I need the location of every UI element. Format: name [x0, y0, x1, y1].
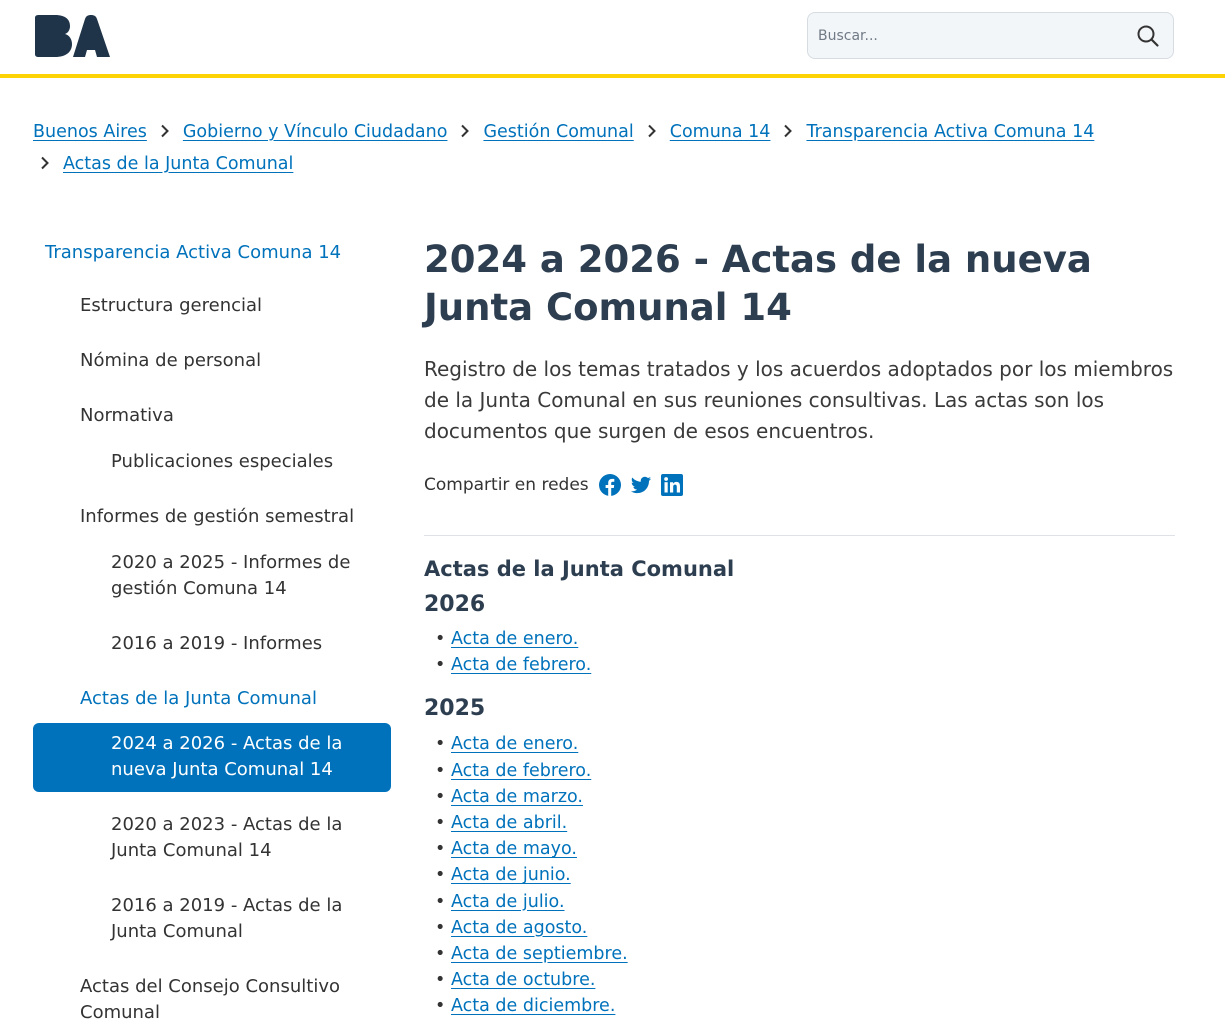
sidebar-item-informes-2020[interactable]: 2020 a 2025 - Informes de gestión Comuna 14 [111, 552, 351, 599]
list-item [451, 810, 1175, 836]
page-title: 2024 a 2026 - Actas de la nueva Junta Comunal 14 [424, 238, 1092, 329]
search-box [807, 12, 1174, 59]
sidebar-item-estructura[interactable]: Estructura gerencial [80, 295, 263, 316]
year-heading-2025: 2025 [424, 696, 486, 722]
actas-list-2025 [451, 731, 1175, 1019]
list-item [451, 915, 1175, 941]
acta-link[interactable]: Acta de mayo. [451, 839, 577, 860]
ba-logo[interactable] [33, 14, 111, 58]
section-title: Actas de la Junta Comunal [424, 557, 735, 581]
share-label: Compartir en redes [424, 475, 589, 495]
list-item [451, 993, 1175, 1019]
list-item [451, 862, 1175, 888]
sidebar-item-actas-2016[interactable]: 2016 a 2019 - Actas de la Junta Comunal [111, 895, 343, 942]
acta-link[interactable]: Acta de febrero. [451, 760, 592, 781]
sidebar-item-consejo[interactable]: Actas del Consejo Consultivo Comunal [80, 976, 340, 1023]
search-input[interactable] [818, 21, 1128, 51]
page-lead: Registro de los temas tratados y los acuerdos adoptados por los miembros de la Junta Comunal en sus reuniones consultivas. Las actas son los documentos que surgen de esos encuentros. [424, 357, 1174, 443]
acta-link[interactable]: Acta de marzo. [451, 786, 583, 807]
breadcrumb-gestion-comunal[interactable]: Gestión Comunal [483, 122, 634, 142]
list-item [451, 784, 1175, 810]
acta-link[interactable]: Acta de abril. [451, 813, 568, 834]
acta-link[interactable]: Acta de octubre. [451, 970, 596, 991]
search-icon[interactable] [1136, 24, 1160, 48]
list-item [451, 652, 1175, 678]
chevron-right-icon [147, 116, 183, 148]
list-item [451, 889, 1175, 915]
facebook-icon[interactable] [599, 474, 621, 496]
sidebar-item-nomina[interactable]: Nómina de personal [80, 350, 262, 371]
linkedin-icon[interactable] [661, 474, 683, 496]
actas-list-2026 [451, 626, 1175, 678]
year-heading-2026: 2026 [424, 592, 486, 617]
breadcrumb-actas[interactable]: Actas de la Junta Comunal [63, 154, 294, 174]
chevron-right-icon [33, 148, 63, 180]
acta-link[interactable]: Acta de enero. [451, 629, 579, 649]
list-item [451, 836, 1175, 862]
breadcrumb [33, 116, 1173, 180]
acta-link[interactable]: Acta de enero. [451, 734, 579, 755]
chevron-right-icon [770, 116, 806, 148]
list-item [451, 626, 1175, 652]
sidebar-nav [33, 240, 391, 1024]
list-item [451, 758, 1175, 784]
sidebar-item-informes[interactable]: Informes de gestión semestral [80, 506, 355, 527]
list-item [451, 731, 1175, 757]
acta-link[interactable]: Acta de septiembre. [451, 944, 628, 965]
breadcrumb-gobierno[interactable]: Gobierno y Vínculo Ciudadano [182, 122, 448, 142]
share-bar [424, 471, 1175, 499]
sidebar-item-publicaciones[interactable]: Publicaciones especiales [111, 451, 334, 472]
chevron-right-icon [447, 116, 483, 148]
sidebar-item-transparencia[interactable]: Transparencia Activa Comuna 14 [45, 242, 342, 263]
acta-link[interactable]: Acta de febrero. [451, 655, 592, 676]
list-item [451, 941, 1175, 967]
site-header [0, 0, 1225, 78]
breadcrumb-transparencia[interactable]: Transparencia Activa Comuna 14 [806, 122, 1095, 142]
sidebar-item-informes-2016[interactable]: 2016 a 2019 - Informes [111, 633, 323, 654]
acta-link[interactable]: Acta de junio. [451, 865, 571, 886]
sidebar-item-actas-junta[interactable]: Actas de la Junta Comunal [80, 688, 317, 709]
list-item [451, 967, 1175, 993]
divider [424, 535, 1175, 536]
breadcrumb-buenos-aires[interactable]: Buenos Aires [33, 122, 147, 142]
twitter-icon[interactable] [630, 474, 652, 496]
sidebar-item-normativa[interactable]: Normativa [80, 405, 174, 426]
acta-link[interactable]: Acta de julio. [451, 891, 565, 912]
sidebar-item-actas-2020[interactable]: 2020 a 2023 - Actas de la Junta Comunal 14 [111, 814, 343, 861]
main-content [424, 236, 1175, 1020]
acta-link[interactable]: Acta de diciembre. [451, 996, 616, 1017]
breadcrumb-comuna-14[interactable]: Comuna 14 [669, 122, 771, 142]
sidebar-item-actas-2024[interactable]: 2024 a 2026 - Actas de la nueva Junta Comunal 14 [33, 723, 391, 792]
chevron-right-icon [634, 116, 670, 148]
acta-link[interactable]: Acta de agosto. [451, 917, 588, 938]
